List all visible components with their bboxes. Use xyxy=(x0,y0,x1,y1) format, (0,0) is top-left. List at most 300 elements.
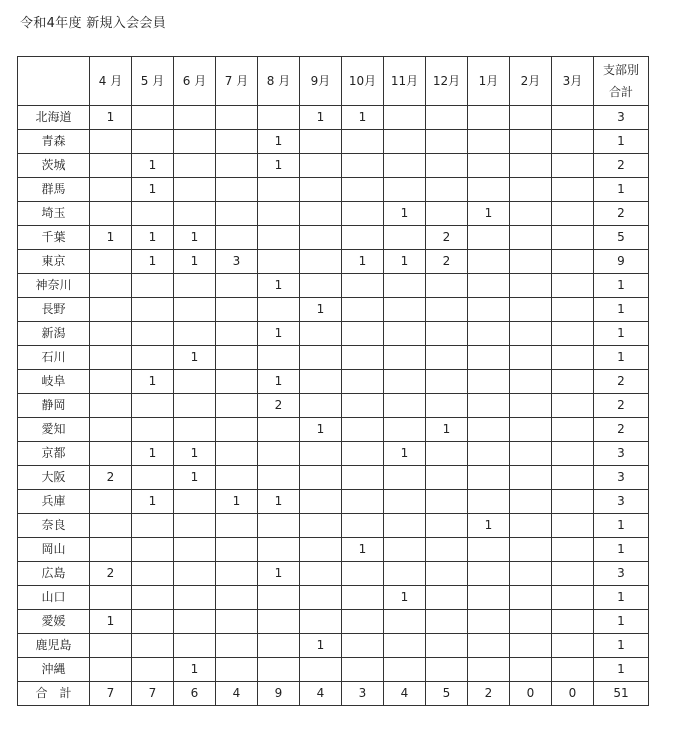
month-count-cell xyxy=(426,106,468,130)
month-count-cell xyxy=(342,586,384,610)
month-count-cell xyxy=(510,322,552,346)
month-count-cell xyxy=(174,178,216,202)
month-count-cell xyxy=(300,586,342,610)
branch-total-label-line1: 支部別 xyxy=(602,63,639,77)
month-header: 5 月 xyxy=(132,57,174,106)
month-count-cell xyxy=(258,514,300,538)
month-count-cell xyxy=(258,610,300,634)
month-count-cell xyxy=(300,442,342,466)
month-count-cell xyxy=(426,274,468,298)
prefecture-cell: 埼玉 xyxy=(18,202,90,226)
month-count-cell: 1 xyxy=(384,202,426,226)
table-row xyxy=(18,418,649,442)
branch-total-cell: 2 xyxy=(594,370,649,394)
month-count-cell xyxy=(510,154,552,178)
month-count-cell xyxy=(216,178,258,202)
month-count-cell xyxy=(216,226,258,250)
month-count-cell xyxy=(216,274,258,298)
branch-total-cell: 1 xyxy=(594,610,649,634)
month-count-cell xyxy=(510,538,552,562)
month-count-cell xyxy=(90,346,132,370)
month-header: 9月 xyxy=(300,57,342,106)
month-count-cell xyxy=(552,394,594,418)
month-count-cell xyxy=(468,418,510,442)
month-count-cell xyxy=(132,514,174,538)
table-row xyxy=(18,370,649,394)
month-count-cell xyxy=(90,394,132,418)
month-total-cell: 7 xyxy=(90,682,132,706)
month-count-cell: 1 xyxy=(468,202,510,226)
month-count-cell xyxy=(342,610,384,634)
branch-total-cell: 2 xyxy=(594,202,649,226)
month-count-cell xyxy=(342,370,384,394)
prefecture-cell: 石川 xyxy=(18,346,90,370)
branch-total-header xyxy=(594,57,649,106)
month-count-cell xyxy=(426,562,468,586)
month-count-cell xyxy=(552,250,594,274)
branch-total-cell: 3 xyxy=(594,106,649,130)
month-count-cell xyxy=(342,562,384,586)
month-count-cell xyxy=(90,442,132,466)
month-count-cell xyxy=(258,658,300,682)
month-count-cell xyxy=(174,394,216,418)
month-count-cell xyxy=(216,514,258,538)
month-count-cell xyxy=(342,154,384,178)
month-count-cell xyxy=(90,154,132,178)
month-count-cell xyxy=(552,610,594,634)
month-count-cell xyxy=(132,634,174,658)
prefecture-cell: 岐阜 xyxy=(18,370,90,394)
month-count-cell xyxy=(216,202,258,226)
month-count-cell xyxy=(258,634,300,658)
branch-total-cell: 1 xyxy=(594,634,649,658)
month-count-cell xyxy=(174,418,216,442)
month-count-cell: 1 xyxy=(300,298,342,322)
branch-total-cell: 1 xyxy=(594,178,649,202)
month-count-cell xyxy=(468,490,510,514)
branch-total-cell: 1 xyxy=(594,130,649,154)
month-count-cell xyxy=(552,346,594,370)
month-count-cell xyxy=(300,370,342,394)
table-row xyxy=(18,202,649,226)
month-count-cell xyxy=(426,442,468,466)
month-count-cell xyxy=(300,562,342,586)
month-count-cell xyxy=(174,130,216,154)
month-count-cell xyxy=(510,202,552,226)
month-count-cell xyxy=(384,274,426,298)
month-count-cell xyxy=(342,346,384,370)
month-count-cell xyxy=(468,370,510,394)
month-count-cell xyxy=(300,466,342,490)
table-row xyxy=(18,466,649,490)
month-count-cell xyxy=(510,370,552,394)
month-count-cell: 1 xyxy=(132,154,174,178)
month-count-cell: 1 xyxy=(468,514,510,538)
table-row xyxy=(18,634,649,658)
month-count-cell xyxy=(216,370,258,394)
prefecture-cell: 群馬 xyxy=(18,178,90,202)
month-count-cell: 1 xyxy=(90,106,132,130)
month-total-cell: 7 xyxy=(132,682,174,706)
month-count-cell: 2 xyxy=(426,226,468,250)
month-count-cell xyxy=(258,538,300,562)
month-count-cell xyxy=(90,322,132,346)
month-count-cell xyxy=(342,298,384,322)
month-count-cell xyxy=(426,490,468,514)
month-count-cell xyxy=(468,634,510,658)
month-count-cell: 1 xyxy=(342,106,384,130)
month-total-cell: 4 xyxy=(384,682,426,706)
month-count-cell: 1 xyxy=(90,226,132,250)
month-count-cell xyxy=(552,274,594,298)
month-count-cell xyxy=(510,394,552,418)
month-count-cell xyxy=(384,490,426,514)
month-count-cell xyxy=(342,394,384,418)
month-count-cell xyxy=(552,226,594,250)
month-count-cell: 1 xyxy=(300,418,342,442)
month-count-cell xyxy=(426,538,468,562)
month-count-cell xyxy=(552,490,594,514)
month-count-cell xyxy=(174,610,216,634)
month-count-cell xyxy=(342,226,384,250)
month-total-cell: 3 xyxy=(342,682,384,706)
month-count-cell xyxy=(342,442,384,466)
table-row xyxy=(18,346,649,370)
month-count-cell: 1 xyxy=(90,610,132,634)
month-count-cell xyxy=(468,298,510,322)
month-count-cell xyxy=(132,538,174,562)
month-count-cell xyxy=(174,586,216,610)
month-count-cell xyxy=(426,586,468,610)
month-header: 8 月 xyxy=(258,57,300,106)
month-count-cell xyxy=(552,634,594,658)
month-count-cell: 1 xyxy=(426,418,468,442)
month-count-cell: 1 xyxy=(258,274,300,298)
month-count-cell xyxy=(258,202,300,226)
month-count-cell xyxy=(132,130,174,154)
branch-total-cell: 1 xyxy=(594,298,649,322)
table-row xyxy=(18,586,649,610)
month-count-cell xyxy=(258,106,300,130)
month-count-cell xyxy=(90,538,132,562)
month-count-cell xyxy=(258,346,300,370)
month-count-cell xyxy=(174,202,216,226)
month-count-cell xyxy=(258,298,300,322)
month-count-cell xyxy=(300,346,342,370)
month-count-cell xyxy=(258,178,300,202)
month-count-cell xyxy=(552,466,594,490)
branch-total-cell: 3 xyxy=(594,442,649,466)
month-count-cell xyxy=(510,466,552,490)
month-count-cell: 1 xyxy=(384,586,426,610)
branch-total-cell: 1 xyxy=(594,346,649,370)
table-row xyxy=(18,490,649,514)
month-count-cell xyxy=(342,202,384,226)
month-count-cell xyxy=(426,610,468,634)
month-count-cell xyxy=(384,154,426,178)
month-count-cell xyxy=(132,322,174,346)
month-count-cell xyxy=(510,298,552,322)
month-count-cell: 1 xyxy=(258,130,300,154)
month-count-cell xyxy=(132,610,174,634)
branch-total-cell: 3 xyxy=(594,562,649,586)
month-count-cell xyxy=(552,442,594,466)
month-count-cell xyxy=(552,658,594,682)
month-count-cell xyxy=(174,274,216,298)
month-count-cell xyxy=(300,250,342,274)
month-count-cell xyxy=(174,490,216,514)
month-count-cell xyxy=(300,322,342,346)
month-count-cell: 1 xyxy=(174,466,216,490)
prefecture-cell: 奈良 xyxy=(18,514,90,538)
month-count-cell xyxy=(342,514,384,538)
month-count-cell xyxy=(426,634,468,658)
table-row xyxy=(18,442,649,466)
month-count-cell xyxy=(132,274,174,298)
month-count-cell: 2 xyxy=(258,394,300,418)
month-count-cell xyxy=(552,106,594,130)
month-count-cell xyxy=(384,394,426,418)
month-count-cell xyxy=(132,394,174,418)
month-count-cell xyxy=(552,298,594,322)
month-count-cell xyxy=(426,658,468,682)
month-count-cell xyxy=(174,370,216,394)
month-count-cell xyxy=(342,130,384,154)
prefecture-cell: 兵庫 xyxy=(18,490,90,514)
month-count-cell xyxy=(468,562,510,586)
month-count-cell xyxy=(426,514,468,538)
branch-total-cell: 3 xyxy=(594,466,649,490)
month-count-cell xyxy=(216,658,258,682)
month-count-cell xyxy=(510,106,552,130)
month-count-cell xyxy=(552,562,594,586)
branch-total-cell: 2 xyxy=(594,418,649,442)
month-count-cell xyxy=(384,178,426,202)
prefecture-cell: 愛知 xyxy=(18,418,90,442)
month-count-cell xyxy=(468,250,510,274)
month-count-cell xyxy=(216,586,258,610)
month-count-cell xyxy=(216,298,258,322)
month-count-cell xyxy=(426,154,468,178)
month-count-cell xyxy=(258,466,300,490)
month-count-cell xyxy=(90,370,132,394)
month-count-cell xyxy=(552,130,594,154)
month-count-cell xyxy=(468,274,510,298)
month-total-cell: 4 xyxy=(300,682,342,706)
month-count-cell xyxy=(132,418,174,442)
month-count-cell: 1 xyxy=(342,250,384,274)
month-count-cell xyxy=(552,586,594,610)
month-count-cell xyxy=(258,226,300,250)
month-count-cell xyxy=(510,346,552,370)
table-row xyxy=(18,562,649,586)
table-row xyxy=(18,394,649,418)
table-row xyxy=(18,130,649,154)
month-count-cell xyxy=(132,298,174,322)
month-count-cell xyxy=(90,490,132,514)
table-row xyxy=(18,154,649,178)
table-row xyxy=(18,514,649,538)
month-count-cell: 1 xyxy=(258,490,300,514)
month-count-cell xyxy=(510,418,552,442)
month-count-cell: 1 xyxy=(174,250,216,274)
month-count-cell xyxy=(300,202,342,226)
branch-total-cell: 1 xyxy=(594,538,649,562)
month-count-cell xyxy=(132,106,174,130)
month-count-cell xyxy=(342,490,384,514)
month-count-cell xyxy=(216,346,258,370)
branch-total-cell: 3 xyxy=(594,490,649,514)
month-count-cell xyxy=(384,538,426,562)
branch-total-cell: 2 xyxy=(594,394,649,418)
month-total-cell: 6 xyxy=(174,682,216,706)
month-count-cell xyxy=(342,322,384,346)
month-count-cell: 1 xyxy=(132,370,174,394)
month-count-cell: 1 xyxy=(300,106,342,130)
month-count-cell xyxy=(552,202,594,226)
month-count-cell xyxy=(510,178,552,202)
month-count-cell: 1 xyxy=(216,490,258,514)
prefecture-cell: 東京 xyxy=(18,250,90,274)
branch-total-cell: 5 xyxy=(594,226,649,250)
month-count-cell xyxy=(90,202,132,226)
month-total-cell: 5 xyxy=(426,682,468,706)
month-count-cell xyxy=(510,226,552,250)
month-count-cell xyxy=(468,178,510,202)
month-count-cell xyxy=(300,514,342,538)
month-count-cell xyxy=(300,274,342,298)
month-count-cell: 1 xyxy=(258,562,300,586)
month-count-cell xyxy=(426,346,468,370)
month-count-cell xyxy=(216,466,258,490)
prefecture-cell: 静岡 xyxy=(18,394,90,418)
month-count-cell xyxy=(552,514,594,538)
month-count-cell xyxy=(384,106,426,130)
prefecture-cell: 北海道 xyxy=(18,106,90,130)
month-count-cell xyxy=(468,226,510,250)
month-count-cell xyxy=(468,586,510,610)
month-count-cell xyxy=(132,658,174,682)
month-count-cell xyxy=(510,562,552,586)
month-count-cell xyxy=(510,250,552,274)
table-row xyxy=(18,226,649,250)
month-count-cell xyxy=(90,274,132,298)
month-count-cell xyxy=(342,274,384,298)
month-count-cell: 1 xyxy=(174,442,216,466)
month-count-cell: 1 xyxy=(258,370,300,394)
month-header: 2月 xyxy=(510,57,552,106)
month-count-cell: 1 xyxy=(342,538,384,562)
month-count-cell xyxy=(300,658,342,682)
month-count-cell xyxy=(342,634,384,658)
month-count-cell xyxy=(258,442,300,466)
month-count-cell xyxy=(510,610,552,634)
month-count-cell xyxy=(258,586,300,610)
month-count-cell xyxy=(216,634,258,658)
grand-total-value: 51 xyxy=(594,682,649,706)
month-count-cell xyxy=(510,634,552,658)
prefecture-cell: 茨城 xyxy=(18,154,90,178)
prefecture-cell: 鹿児島 xyxy=(18,634,90,658)
prefecture-cell: 山口 xyxy=(18,586,90,610)
month-total-cell: 4 xyxy=(216,682,258,706)
month-count-cell xyxy=(174,154,216,178)
month-total-cell: 2 xyxy=(468,682,510,706)
branch-total-cell: 1 xyxy=(594,322,649,346)
month-count-cell xyxy=(90,298,132,322)
month-count-cell xyxy=(174,106,216,130)
month-count-cell xyxy=(426,202,468,226)
branch-total-cell: 1 xyxy=(594,658,649,682)
month-count-cell xyxy=(426,178,468,202)
month-count-cell: 1 xyxy=(300,634,342,658)
month-count-cell xyxy=(384,466,426,490)
month-count-cell xyxy=(90,418,132,442)
month-count-cell xyxy=(216,610,258,634)
month-count-cell: 1 xyxy=(384,442,426,466)
month-count-cell xyxy=(468,610,510,634)
month-count-cell xyxy=(300,178,342,202)
prefecture-cell: 新潟 xyxy=(18,322,90,346)
month-count-cell xyxy=(342,466,384,490)
month-count-cell xyxy=(384,418,426,442)
month-count-cell: 1 xyxy=(132,442,174,466)
month-count-cell xyxy=(552,370,594,394)
month-count-cell xyxy=(216,322,258,346)
month-count-cell xyxy=(384,370,426,394)
month-count-cell: 1 xyxy=(174,226,216,250)
prefecture-cell: 千葉 xyxy=(18,226,90,250)
table-row xyxy=(18,106,649,130)
month-count-cell xyxy=(384,346,426,370)
month-count-cell xyxy=(552,178,594,202)
table-row xyxy=(18,538,649,562)
table-body xyxy=(18,106,649,682)
month-count-cell xyxy=(426,370,468,394)
new-members-table xyxy=(17,56,649,706)
month-count-cell xyxy=(468,394,510,418)
month-count-cell xyxy=(90,658,132,682)
grand-total-label: 合 計 xyxy=(18,682,90,706)
month-header: 6 月 xyxy=(174,57,216,106)
branch-total-cell: 1 xyxy=(594,274,649,298)
month-count-cell xyxy=(342,178,384,202)
table-row xyxy=(18,322,649,346)
month-count-cell: 2 xyxy=(90,562,132,586)
month-count-cell xyxy=(132,202,174,226)
month-total-cell: 0 xyxy=(510,682,552,706)
month-count-cell xyxy=(216,538,258,562)
month-count-cell xyxy=(468,130,510,154)
month-count-cell xyxy=(90,178,132,202)
month-count-cell xyxy=(384,562,426,586)
month-count-cell xyxy=(510,514,552,538)
month-count-cell xyxy=(468,322,510,346)
month-count-cell xyxy=(216,154,258,178)
month-count-cell: 1 xyxy=(132,250,174,274)
month-count-cell xyxy=(510,658,552,682)
month-count-cell xyxy=(132,466,174,490)
month-count-cell xyxy=(552,418,594,442)
month-count-cell xyxy=(216,562,258,586)
corner-cell xyxy=(18,57,90,106)
month-count-cell xyxy=(468,538,510,562)
month-count-cell xyxy=(216,418,258,442)
month-count-cell xyxy=(132,346,174,370)
prefecture-cell: 愛媛 xyxy=(18,610,90,634)
month-count-cell xyxy=(468,466,510,490)
month-count-cell: 2 xyxy=(426,250,468,274)
